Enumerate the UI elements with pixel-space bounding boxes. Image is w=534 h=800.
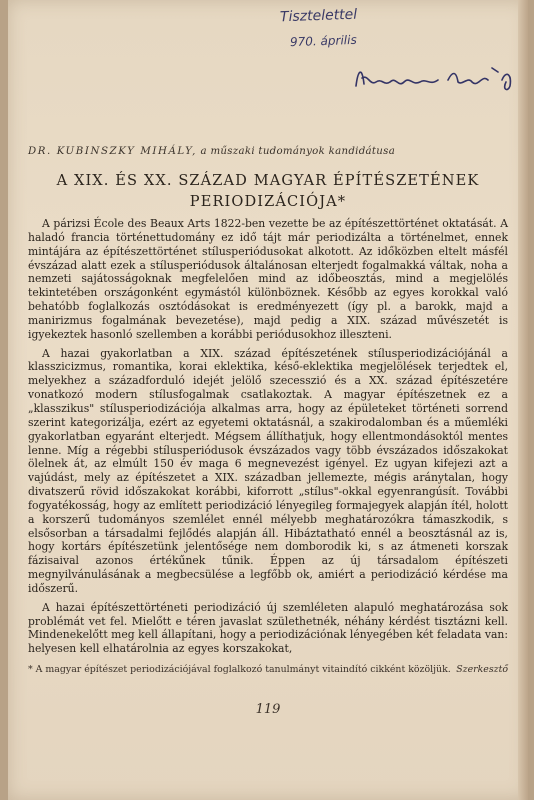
book-page	[8, 0, 528, 800]
paragraph: A párizsi École des Beaux Arts 1822-ben vezette be az építészettörténet oktatását. A haladó francia történettudomány ez idő tájt már periodizálta a történelmet, ennek mintájára az építészettörténet stílusperiódusokat alkotott. Az időközben eltelt másfél évszázad alatt ezek a stílusperiódusok általánosan elterjedt fogalmakká váltak, noha a nemzeti sajátosságoknak megfelelően mind az időbeosztás, mind a megjelölés tekintetében országonként egymástól különböznek. Később az egyes korokkal való behatóbb foglalkozás osztódásokat is eredményezett (így pl. a barokk, majd a manirizmus fogalmának bevezetése), majd pedig a XIX. század művészetét is igyekeztek hasonló szellemben a korábbi periódusokhoz illeszteni.	[28, 217, 508, 341]
paragraph: A hazai építészettörténeti periodizáció új szemléleten alapuló meghatározása sok problémát vet fel. Mielőtt e téren javaslat születhetnék, néhány kérdést tisztázni kell. Mindenekelőtt meg kell állapítani, hogy a periodizációnak lényegében két feladata van: helyesen kell elhatárolnia az egyes korszakokat,	[28, 600, 508, 656]
footnote-credit: Szerkesztő	[456, 664, 508, 675]
handwritten-date: 970. április	[289, 32, 357, 50]
footnote-text: * A magyar építészet periodizációjával foglalkozó tanulmányt vitaindító cikként közöljük.	[28, 664, 451, 675]
author-line	[28, 146, 498, 157]
handwritten-signature	[352, 60, 520, 94]
page-edge	[518, 0, 528, 800]
title-line-1: A XIX. ÉS XX. SZÁZAD MAGYAR ÉPÍTÉSZETÉNEK	[56, 172, 480, 189]
article-body	[28, 217, 508, 661]
page-number: 119	[255, 702, 281, 717]
author-role: a műszaki tudományok kandidátusa	[200, 146, 396, 157]
handwritten-dedication: Tisztelettel	[279, 6, 358, 26]
article-title	[28, 170, 508, 212]
author-name: DR. KUBINSZKY MIHÁLY,	[28, 146, 197, 157]
title-line-2: PERIODIZÁCIÓJA*	[189, 193, 347, 210]
footnote	[28, 664, 508, 677]
paragraph: A hazai gyakorlatban a XIX. század építészetének stílusperiodizációjánál a klasszicizmus, romantika, korai eklektika, késő-eklektika megjelölések terjedtek el, melyekhez a századforduló idejét jelölő szecesszió és a XX. század építészetére vonatkozó modern stílusfogalmak csatlakoztak. A magyar építészetnek ez a „klasszikus" stílusperiodizációja alkalmas arra, hogy az épületeket történeti sorrend szerint kategorizálja, ezért az egyetemi oktatásnál, a szakirodalomban és a műemléki gyakorlatban egyaránt elterjedt. Mégsem állíthatjuk, hogy ellentmondásoktól mentes lenne. Míg a régebbi stílusperiódusok évszázados vagy több évszázados időszakokat ölelnek át, az elmúlt 150 év maga 6 megnevezést igényel. Ez ugyan kifejezi azt a vajúdást, mely az építészetet a XIX. században jellemezte, mégis aránytalan, hogy divatszerű rövid időszakokat korábbi, kiforrott „stílus"-okkal egyenrangúsít. További fogyatékosság, hogy az említett periodizáció lényegileg formajegyek alapján ítél, holott a korszerű tudományos szemlélet ennél mélyebb meghatározókra támaszkodik, s elsősorban a társadalmi fejlődés alapján áll. Hibáztatható ennél a beosztásnál az is, hogy kortárs építészetünk jelentősége nem domborodik ki, s az átmeneti korszak fázisaival azonos értékűnek tűnik. Éppen az új társadalom építészeti megnyilvánulásának a megbecsülése a legfőbb ok, amiért a periodizáció kérdése ma időszerű.	[28, 346, 508, 595]
